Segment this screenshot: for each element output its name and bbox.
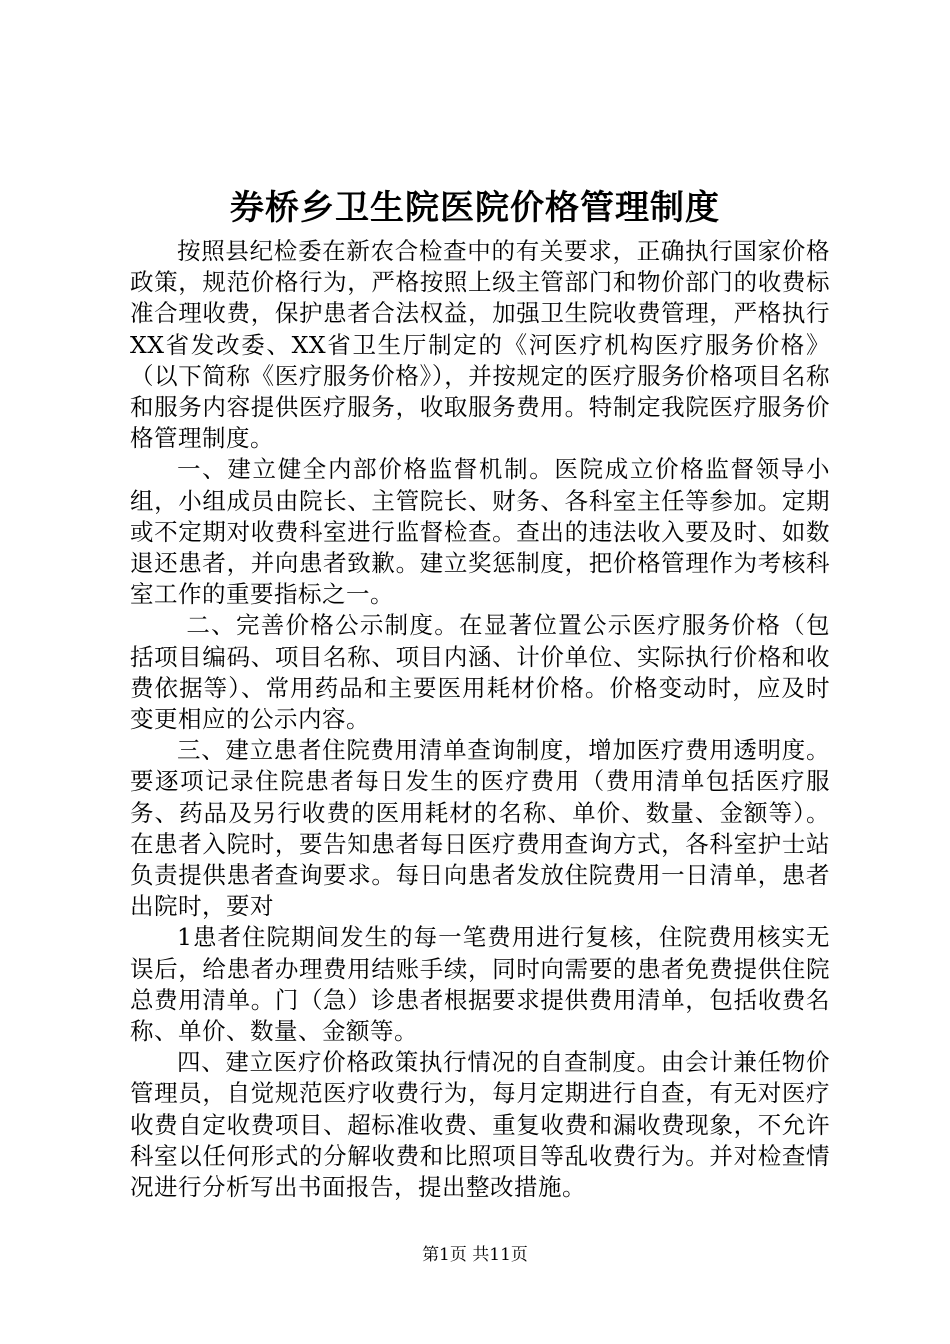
section-2-paragraph: 二、完善价格公示制度。在显著位置公示医疗服务价格（包括项目编码、项目名称、项目内涵、计价单位、实际执行价格和收费依据等）、常用药品和主要医用耗材价格。价格变动时，应及时变更相应的公示内容。 <box>130 611 830 734</box>
page-footer: 第1页 共11页 <box>422 1245 528 1265</box>
document-body <box>130 236 830 1203</box>
section-4-paragraph: 四、建立医疗价格政策执行情况的自查制度。由会计兼任物价管理员，自觉规范医疗收费行为，每月定期进行自查，有无对医疗收费自定收费项目、超标准收费、重复收费和漏收费现象，不允许科室以任何形式的分解收费和比照项目等乱收费行为。并对检查情况进行分析写出书面报告，提出整改措施。 <box>130 1048 830 1202</box>
section-3-continuation-paragraph: 1患者住院期间发生的每一笔费用进行复核，住院费用核实无误后，给患者办理费用结账手续，同时向需要的患者免费提供住院总费用清单。门（急）诊患者根据要求提供费用清单，包括收费名称、单价、数量、金额等。 <box>130 923 830 1046</box>
section-1-paragraph: 一、建立健全内部价格监督机制。医院成立价格监督领导小组，小组成员由院长、主管院长、财务、各科室主任等参加。定期或不定期对收费科室进行监督检查。查出的违法收入要及时、如数退还患者，并向患者致歉。建立奖惩制度，把价格管理作为考核科室工作的重要指标之一。 <box>130 455 830 609</box>
document-title: 券桥乡卫生院医院价格管理制度 <box>230 188 720 228</box>
intro-paragraph: 按照县纪检委在新农合检查中的有关要求，正确执行国家价格政策，规范价格行为，严格按照上级主管部门和物价部门的收费标准合理收费，保护患者合法权益，加强卫生院收费管理，严格执行XX省发改委、XX省卫生厅制定的《河医疗机构医疗服务价格》（以下简称《医疗服务价格》），并按规定的医疗服务价格项目名称和服务内容提供医疗服务，收取服务费用。特制定我院医疗服务价格管理制度。 <box>130 237 830 453</box>
section-3-paragraph: 三、建立患者住院费用清单查询制度，增加医疗费用透明度。要逐项记录住院患者每日发生的医疗费用（费用清单包括医疗服务、药品及另行收费的医用耗材的名称、单价、数量、金额等）。在患者入院时，要告知患者每日医疗费用查询方式，各科室护士站负责提供患者查询要求。每日向患者发放住院费用一日清单，患者出院时，要对 <box>130 736 830 921</box>
